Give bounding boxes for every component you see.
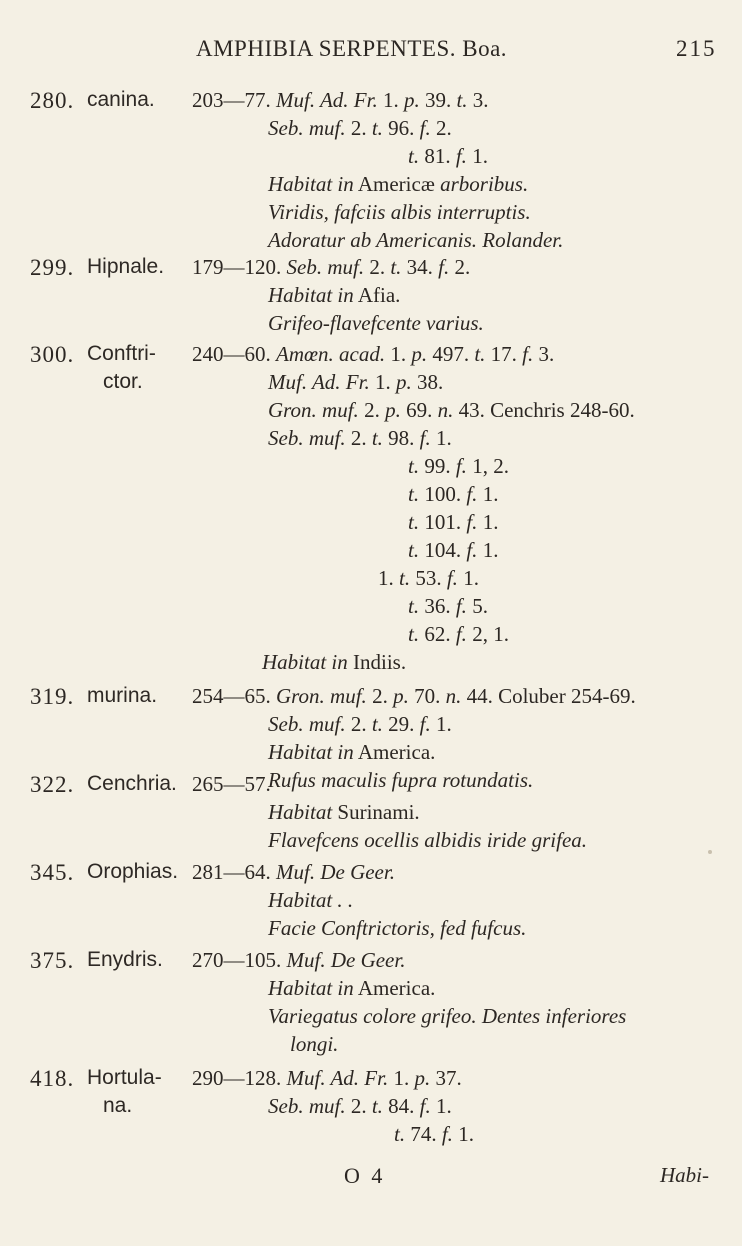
- italic-text: Muf. De Geer.: [276, 860, 395, 884]
- italic-text: p.: [403, 88, 420, 112]
- italic-text: f.: [438, 255, 450, 279]
- roman-text: 1.: [457, 566, 479, 590]
- italic-text: Seb. muf.: [268, 116, 346, 140]
- species-name: Cenchria.: [87, 772, 177, 795]
- roman-text: Americæ: [353, 172, 441, 196]
- italic-text: t.: [371, 1094, 383, 1118]
- reference-line: [192, 342, 554, 367]
- roman-text: Indiis.: [347, 650, 407, 674]
- roman-text: 39.: [419, 88, 457, 112]
- roman-text: 44. Coluber 254-69.: [461, 684, 636, 708]
- roman-text: 34.: [401, 255, 439, 279]
- italic-text: t.: [408, 538, 420, 562]
- roman-text: 29.: [382, 712, 420, 736]
- reference-line: [268, 398, 635, 423]
- italic-text: t.: [408, 510, 420, 534]
- entry-number: 345.: [30, 860, 75, 885]
- italic-text: longi.: [290, 1032, 339, 1056]
- roman-text: 1.: [377, 88, 404, 112]
- roman-text: America.: [353, 740, 436, 764]
- italic-text: t.: [390, 255, 402, 279]
- reference-line: [268, 228, 563, 253]
- roman-text: 2.: [345, 116, 372, 140]
- italic-text: p.: [411, 342, 428, 366]
- roman-text: 1.: [369, 370, 396, 394]
- entry-number: 300.: [30, 342, 75, 367]
- italic-text: t.: [408, 482, 420, 506]
- italic-text: f.: [419, 426, 431, 450]
- roman-text: 2.: [430, 116, 452, 140]
- reference-line: [268, 828, 587, 853]
- reference-line: [394, 1122, 474, 1147]
- signature-mark: O 4: [344, 1163, 386, 1188]
- italic-text: f.: [522, 342, 534, 366]
- roman-text: 17.: [485, 342, 523, 366]
- italic-text: t.: [474, 342, 486, 366]
- italic-text: Seb. muf.: [268, 426, 346, 450]
- roman-text: 270—105.: [192, 948, 287, 972]
- reference-line: [408, 144, 488, 169]
- species-name: murina.: [87, 684, 158, 707]
- italic-text: Habitat in: [262, 650, 348, 674]
- reference-line: [262, 650, 406, 675]
- entry-number: 299.: [30, 255, 75, 280]
- italic-text: Habitat in: [268, 740, 354, 764]
- roman-text: 1.: [477, 538, 499, 562]
- italic-text: Seb. muf.: [286, 255, 365, 279]
- roman-text: 497.: [427, 342, 475, 366]
- roman-text: 69.: [400, 398, 438, 422]
- italic-text: f.: [466, 538, 478, 562]
- italic-text: t.: [408, 622, 420, 646]
- entry-number: 375.: [30, 948, 75, 973]
- italic-text: Seb. muf.: [268, 712, 346, 736]
- italic-text: f.: [446, 566, 458, 590]
- reference-line: [268, 888, 353, 913]
- reference-line: [408, 482, 498, 507]
- italic-text: p.: [385, 398, 401, 422]
- entry-number: 319.: [30, 684, 75, 709]
- roman-text: 2.: [345, 1094, 372, 1118]
- italic-text: t.: [456, 88, 468, 112]
- roman-text: Surinami.: [332, 800, 420, 824]
- roman-text: 1.: [378, 566, 399, 590]
- roman-text: 100.: [419, 482, 467, 506]
- catchword: Habi-: [660, 1163, 709, 1187]
- reference-line: [192, 684, 636, 709]
- reference-line: [192, 255, 470, 280]
- italic-text: f.: [441, 1122, 453, 1146]
- reference-line: [268, 768, 533, 793]
- roman-text: 1.: [430, 1094, 452, 1118]
- roman-text: America.: [353, 976, 436, 1000]
- italic-text: f.: [419, 712, 431, 736]
- italic-text: t.: [371, 116, 383, 140]
- reference-line: [268, 200, 531, 225]
- reference-line: [268, 1094, 452, 1119]
- roman-text: 2.: [449, 255, 471, 279]
- species-name: canina.: [87, 88, 155, 111]
- roman-text: 96.: [382, 116, 420, 140]
- reference-line: [408, 510, 498, 535]
- reference-line: [268, 1004, 626, 1029]
- italic-text: f.: [419, 1094, 431, 1118]
- italic-text: f.: [466, 510, 478, 534]
- species-name: Orophias.: [87, 860, 179, 883]
- italic-text: Rufus maculis fupra rotundatis.: [268, 768, 534, 792]
- roman-text: 74.: [405, 1122, 442, 1146]
- roman-text: 1.: [466, 144, 488, 168]
- roman-text: 281—64.: [192, 860, 276, 884]
- italic-text: t.: [394, 1122, 406, 1146]
- italic-text: Muf. De Geer.: [286, 948, 406, 972]
- roman-text: 2, 1.: [466, 622, 509, 646]
- roman-text: 1.: [430, 712, 452, 736]
- species-name: Hipnale.: [87, 255, 165, 278]
- species-name: Hortula-: [87, 1066, 162, 1089]
- reference-line: [192, 860, 395, 885]
- italic-text: f.: [455, 454, 467, 478]
- roman-text: 265—57.: [192, 772, 271, 796]
- roman-text: 2.: [358, 398, 386, 422]
- roman-text: 81.: [419, 144, 456, 168]
- species-name: Enydris.: [87, 948, 163, 971]
- entry-number: 280.: [30, 88, 75, 113]
- roman-text: 203—77.: [192, 88, 276, 112]
- italic-text: t.: [371, 712, 383, 736]
- reference-line: [408, 538, 498, 563]
- roman-text: 1.: [430, 426, 452, 450]
- entry-number: 418.: [30, 1066, 75, 1091]
- roman-text: 43. Cenchris 248-60.: [453, 398, 635, 422]
- roman-text: 38.: [411, 370, 444, 394]
- species-name-continuation: na.: [103, 1094, 133, 1117]
- italic-text: t.: [399, 566, 411, 590]
- italic-text: Grifeo-flavefcente varius.: [268, 311, 484, 335]
- roman-text: 179—120.: [192, 255, 287, 279]
- italic-text: f.: [455, 622, 467, 646]
- italic-text: f.: [466, 482, 478, 506]
- roman-text: 3.: [467, 88, 489, 112]
- roman-text: 1.: [477, 482, 499, 506]
- italic-text: p.: [395, 370, 412, 394]
- entry-number: 322.: [30, 772, 75, 797]
- italic-text: p.: [393, 684, 409, 708]
- roman-text: 2.: [345, 426, 372, 450]
- reference-line: [192, 88, 489, 113]
- reference-line: [268, 740, 435, 765]
- paper-speck: [708, 850, 712, 854]
- italic-text: Gron. muf.: [276, 684, 367, 708]
- italic-text: n.: [445, 684, 462, 708]
- reference-line: [408, 594, 488, 619]
- italic-text: Habitat in: [268, 283, 354, 307]
- running-title: AMPHIBIA SERPENTES. Boa.: [196, 36, 508, 61]
- italic-text: Habitat in: [268, 976, 354, 1000]
- roman-text: 1.: [385, 342, 412, 366]
- reference-line: [408, 622, 509, 647]
- roman-text: 62.: [419, 622, 456, 646]
- reference-line: [268, 800, 420, 825]
- italic-text: t.: [408, 454, 420, 478]
- italic-text: Habitat: [268, 800, 333, 824]
- italic-text: p.: [414, 1066, 431, 1090]
- roman-text: 84.: [382, 1094, 420, 1118]
- roman-text: 1.: [477, 510, 499, 534]
- italic-text: Muf. Ad. Fr.: [268, 370, 370, 394]
- roman-text: 1.: [388, 1066, 415, 1090]
- italic-text: Gron. muf.: [268, 398, 359, 422]
- italic-text: Flavefcens ocellis albidis iride grifea.: [268, 828, 588, 852]
- italic-text: t.: [408, 144, 420, 168]
- roman-text: 104.: [419, 538, 467, 562]
- roman-text: 98.: [382, 426, 420, 450]
- roman-text: Afia.: [353, 283, 401, 307]
- italic-text: f.: [455, 594, 467, 618]
- roman-text: 290—128.: [192, 1066, 287, 1090]
- italic-text: Habitat in: [268, 172, 354, 196]
- roman-text: 99.: [419, 454, 456, 478]
- roman-text: 70.: [408, 684, 446, 708]
- roman-text: 2.: [345, 712, 372, 736]
- italic-text: Muf. Ad. Fr.: [286, 1066, 389, 1090]
- reference-line: [268, 712, 452, 737]
- reference-line: [408, 454, 509, 479]
- roman-text: 5.: [466, 594, 488, 618]
- roman-text: 2.: [366, 684, 394, 708]
- italic-text: Amœn. acad.: [276, 342, 386, 366]
- italic-text: t.: [408, 594, 420, 618]
- reference-line: [192, 772, 271, 797]
- reference-line: [268, 916, 526, 941]
- reference-line: [192, 1066, 462, 1091]
- reference-line: [268, 976, 435, 1001]
- reference-line: [268, 116, 452, 141]
- species-name: Conftri-: [87, 342, 156, 365]
- page-number: 215: [676, 36, 717, 61]
- reference-line: [268, 370, 443, 395]
- roman-text: 240—60.: [192, 342, 276, 366]
- roman-text: 1.: [452, 1122, 474, 1146]
- roman-text: 3.: [533, 342, 555, 366]
- reference-line: [290, 1032, 338, 1057]
- italic-text: Viridis, fafciis albis interruptis.: [268, 200, 531, 224]
- reference-line: [268, 283, 400, 308]
- italic-text: f.: [419, 116, 431, 140]
- reference-line: [268, 311, 484, 336]
- reference-line: [378, 566, 479, 591]
- reference-line: [192, 948, 405, 973]
- roman-text: 2.: [364, 255, 391, 279]
- italic-text: arboribus.: [440, 172, 529, 196]
- roman-text: 1, 2.: [466, 454, 509, 478]
- italic-text: t.: [371, 426, 383, 450]
- italic-text: f.: [455, 144, 467, 168]
- italic-text: Seb. muf.: [268, 1094, 346, 1118]
- italic-text: Habitat . .: [268, 888, 354, 912]
- italic-text: n.: [437, 398, 454, 422]
- italic-text: Muf. Ad. Fr.: [276, 88, 378, 112]
- roman-text: 101.: [419, 510, 467, 534]
- reference-line: [268, 426, 452, 451]
- reference-line: [268, 172, 528, 197]
- roman-text: 36.: [419, 594, 456, 618]
- italic-text: Adoratur ab Americanis. Rolander.: [268, 228, 564, 252]
- roman-text: 53.: [410, 566, 447, 590]
- italic-text: Facie Conftrictoris, fed fufcus.: [268, 916, 527, 940]
- italic-text: Variegatus colore grifeo. Dentes inferiores: [268, 1004, 627, 1028]
- roman-text: 37.: [430, 1066, 462, 1090]
- species-name-continuation: ctor.: [103, 370, 143, 393]
- roman-text: 254—65.: [192, 684, 276, 708]
